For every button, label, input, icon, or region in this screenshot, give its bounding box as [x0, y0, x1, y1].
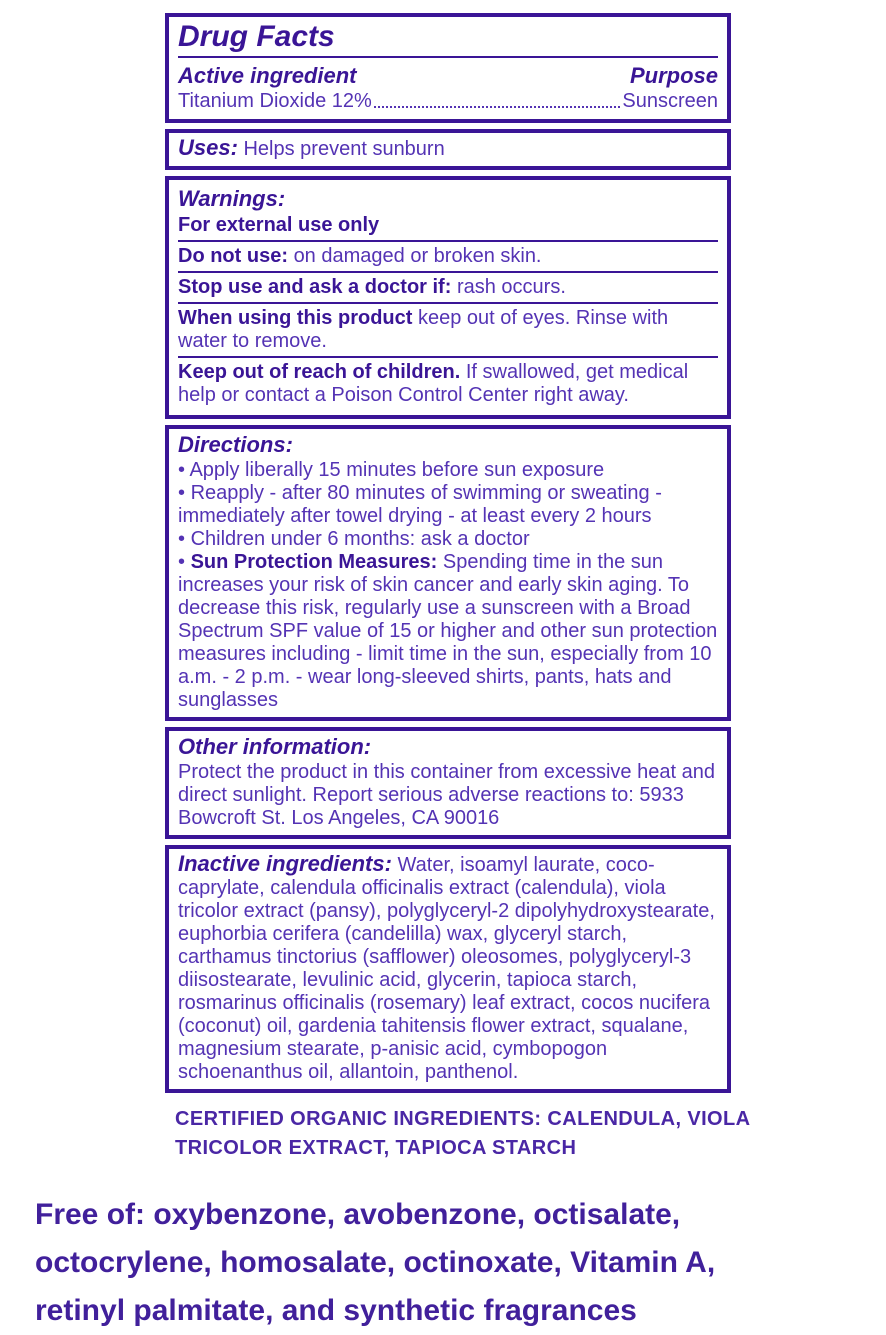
stop-use-label: Stop use and ask a doctor if:: [178, 275, 452, 298]
warnings-heading: Warnings:: [178, 186, 286, 212]
directions-item-text: Apply liberally 15 minutes before sun exposure: [189, 459, 605, 482]
keep-out-text: If swallowed, get medical help or contact a Poison Control Center right away.: [178, 360, 689, 406]
free-of-statement: [35, 1191, 865, 1335]
dotted-leader: [374, 106, 621, 108]
inactive-ingredients-paragraph: [178, 851, 718, 1084]
bullet-marker: •: [178, 528, 186, 551]
directions-item: [178, 482, 718, 528]
bullet-marker: •: [178, 551, 186, 574]
directions-item: [178, 528, 718, 551]
do-not-use-text: on damaged or broken skin.: [293, 244, 542, 267]
uses-line: [178, 135, 718, 161]
drug-facts-title: Drug Facts: [178, 20, 335, 53]
free-of-line: Free of: oxybenzone, avobenzone, octisalate,: [35, 1198, 681, 1232]
certified-organic-note: CERTIFIED ORGANIC INGREDIENTS: CALENDULA, VIOLA TRICOLOR EXTRACT, TAPIOCA STARCH: [175, 1108, 750, 1160]
bullet-marker: •: [178, 482, 186, 505]
warnings-box: [165, 176, 731, 418]
bullet-marker: •: [178, 459, 186, 482]
other-information-box: [165, 727, 731, 839]
external-use-statement: For external use only: [178, 213, 380, 236]
inactive-ingredients-heading: Inactive ingredients:: [178, 851, 392, 877]
do-not-use-label: Do not use:: [178, 244, 288, 267]
title-divider: [178, 56, 718, 58]
stop-use-text: rash occurs.: [456, 275, 566, 298]
drug-facts-header-box: [165, 13, 731, 123]
other-information-heading: Other information:: [178, 734, 372, 760]
purpose-heading: Purpose: [629, 63, 718, 88]
when-using-block: [178, 302, 718, 356]
keep-out-label: Keep out of reach of children.: [178, 360, 461, 383]
directions-item-text: Children under 6 months: ask a doctor: [190, 528, 530, 551]
directions-item: [178, 551, 718, 712]
directions-item-text: Spending time in the sun increases your risk of skin cancer and early skin aging. To decrease this risk, regularly use a sunscreen with a Broad Spectrum SPF value of 15 or higher and other sun protection measures including - limit time in the sun, especially from 10 a.m. - 2 p.m. - wear long-sleeved shirts, pants, hats and sunglasses: [178, 551, 718, 712]
uses-text: Helps prevent sunburn: [243, 138, 445, 161]
do-not-use-block: [178, 240, 718, 271]
keep-out-block: [178, 356, 718, 410]
drug-facts-label: [165, 0, 731, 1093]
inactive-ingredients-text: Water, isoamyl laurate, coco-caprylate, calendula officinalis extract (calendula), viola tricolor extract (pansy), polyglyceryl-2 dipolyhydroxystearate, euphorbia cerifera (candelilla) wax, glyceryl starch, carthamus tinctorius (safflower) oleosomes, polyglyceryl-3 diisostearate, levulinic acid, glycerin, tapioca starch, rosmarinus officinalis (rosemary) leaf extract, cocos nucifera (coconut) oil, gardenia tahitensis flower extract, squalane, magnesium stearate, p-anisic acid, cymbopogon schoenanthus oil, allantoin, panthenol.: [178, 854, 715, 1084]
when-using-label: When using this product: [178, 306, 413, 329]
inactive-ingredients-box: [165, 845, 731, 1093]
active-ingredient-purpose: Sunscreen: [622, 90, 718, 113]
when-using-text: keep out of eyes. Rinse with water to remove.: [178, 306, 669, 352]
other-information-text: Protect the product in this container from excessive heat and direct sunlight. Report serious adverse reactions to: 5933 Bowcroft St. Los Angeles, CA 90016: [178, 761, 715, 830]
directions-item-text: Reapply - after 80 minutes of swimming or sweating - immediately after towel drying - at least every 2 hours: [178, 482, 662, 528]
directions-box: [165, 425, 731, 721]
free-of-line: octocrylene, homosalate, octinoxate, Vitamin A,: [35, 1246, 716, 1280]
uses-heading: Uses:: [178, 135, 238, 161]
uses-box: [165, 129, 731, 170]
stop-use-block: [178, 271, 718, 302]
free-of-line: retinyl palmitate, and synthetic fragrances: [35, 1294, 637, 1328]
active-ingredient-row: [178, 90, 718, 114]
directions-heading: Directions:: [178, 431, 293, 457]
active-ingredient-heading-row: [178, 60, 718, 90]
sun-protection-label: Sun Protection Measures:: [190, 551, 438, 574]
active-ingredient-heading: Active ingredient: [178, 63, 357, 88]
warnings-heading-block: [178, 182, 718, 239]
directions-item: [178, 459, 718, 482]
active-ingredient-name: Titanium Dioxide 12%: [178, 90, 372, 113]
